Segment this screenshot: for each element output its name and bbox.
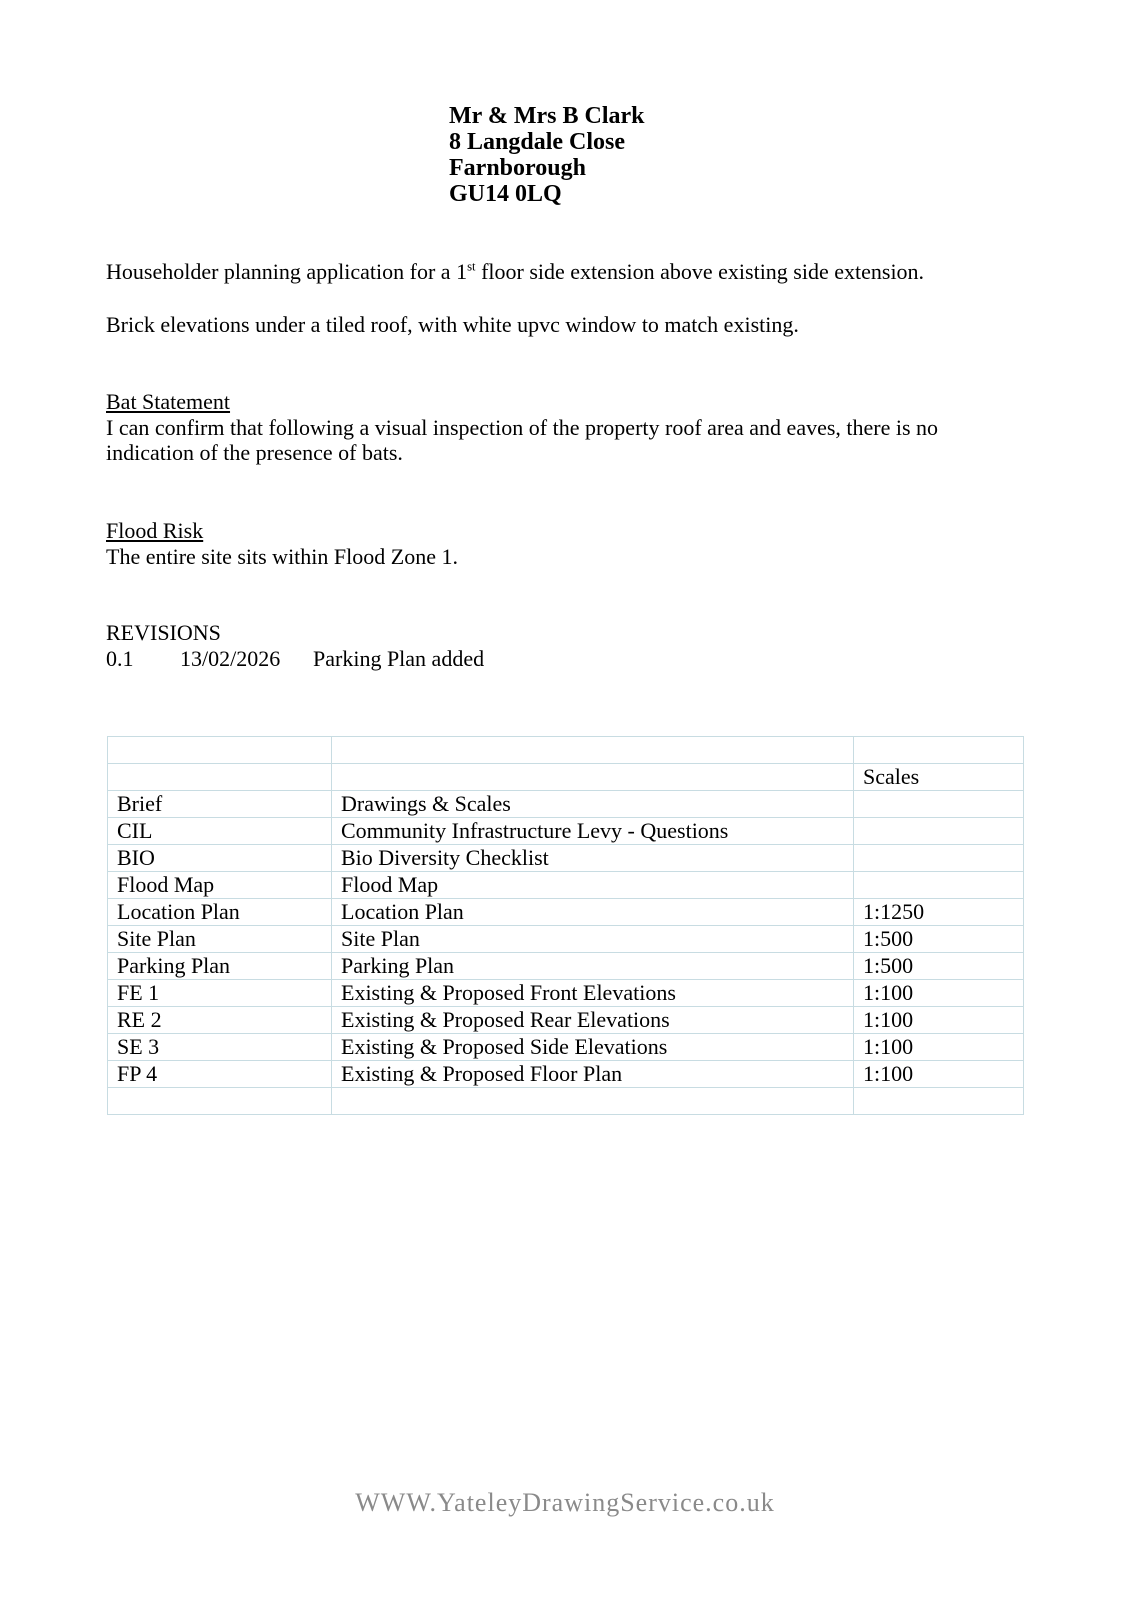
drawing-schedule bbox=[107, 736, 1024, 1115]
empty-cell bbox=[108, 1088, 332, 1115]
cell-scale: 1:500 bbox=[854, 926, 1024, 953]
cell-title: Community Infrastructure Levy - Questions bbox=[332, 818, 854, 845]
table-row bbox=[108, 1034, 1024, 1061]
bat-statement-body bbox=[106, 415, 938, 465]
cell-scale bbox=[854, 818, 1024, 845]
cell-ref: FE 1 bbox=[108, 980, 332, 1007]
table-row bbox=[108, 845, 1024, 872]
cell-title: Existing & Proposed Rear Elevations bbox=[332, 1007, 854, 1034]
drawing-table-body bbox=[108, 737, 1024, 1115]
applicant-postcode: GU14 0LQ bbox=[449, 181, 562, 207]
cell-scale bbox=[854, 872, 1024, 899]
revision-note: Parking Plan added bbox=[313, 646, 485, 671]
empty-cell bbox=[332, 764, 854, 791]
cell-title: Drawings & Scales bbox=[332, 791, 854, 818]
bat-statement-heading: Bat Statement bbox=[106, 389, 231, 414]
ordinal-superscript: st bbox=[467, 259, 476, 274]
cell-title: Existing & Proposed Floor Plan bbox=[332, 1061, 854, 1088]
table-row bbox=[108, 953, 1024, 980]
cell-ref: Site Plan bbox=[108, 926, 332, 953]
table-row bbox=[108, 899, 1024, 926]
scales-header-cell: Scales bbox=[854, 764, 1024, 791]
revision-date: 13/02/2026 bbox=[180, 646, 281, 671]
bat-statement-line-1: I can confirm that following a visual inspection of the property roof area and eaves, there is no bbox=[106, 415, 939, 440]
cell-scale: 1:100 bbox=[854, 1034, 1024, 1061]
cell-scale: 1:1250 bbox=[854, 899, 1024, 926]
cell-ref: CIL bbox=[108, 818, 332, 845]
flood-risk-heading: Flood Risk bbox=[106, 518, 204, 543]
cell-ref: Brief bbox=[108, 791, 332, 818]
empty-cell bbox=[332, 737, 854, 764]
empty-cell bbox=[854, 737, 1024, 764]
applicant-name: Mr & Mrs B Clark bbox=[449, 103, 645, 129]
revisions-heading: REVISIONS bbox=[106, 620, 221, 645]
cell-scale: 1:100 bbox=[854, 1007, 1024, 1034]
bat-statement-line-2: indication of the presence of bats. bbox=[106, 440, 403, 465]
applicant-street: 8 Langdale Close bbox=[449, 129, 626, 155]
cell-title: Flood Map bbox=[332, 872, 854, 899]
flood-risk-body: The entire site sits within Flood Zone 1. bbox=[106, 544, 458, 569]
table-row bbox=[108, 1007, 1024, 1034]
materials-description: Brick elevations under a tiled roof, with white upvc window to match existing. bbox=[106, 312, 799, 337]
drawing-schedule-table bbox=[107, 736, 1024, 1115]
table-row bbox=[108, 980, 1024, 1007]
revision-version: 0.1 bbox=[106, 646, 134, 671]
empty-cell bbox=[332, 1088, 854, 1115]
table-row-empty-top bbox=[108, 737, 1024, 764]
description-text-suffix: floor side extension above existing side extension. bbox=[475, 259, 925, 284]
cell-ref: Parking Plan bbox=[108, 953, 332, 980]
cell-ref: FP 4 bbox=[108, 1061, 332, 1088]
footer-website: WWW.YateleyDrawingService.co.uk bbox=[355, 1488, 775, 1517]
cell-title: Existing & Proposed Front Elevations bbox=[332, 980, 854, 1007]
applicant-address-block bbox=[449, 103, 645, 207]
table-header-row bbox=[108, 764, 1024, 791]
description-text-prefix: Householder planning application for a 1 bbox=[106, 259, 468, 284]
application-description bbox=[106, 259, 924, 284]
cell-title: Parking Plan bbox=[332, 953, 854, 980]
cell-ref: SE 3 bbox=[108, 1034, 332, 1061]
cell-scale: 1:100 bbox=[854, 980, 1024, 1007]
cell-ref: Location Plan bbox=[108, 899, 332, 926]
cell-ref: Flood Map bbox=[108, 872, 332, 899]
empty-cell bbox=[108, 764, 332, 791]
applicant-town: Farnborough bbox=[449, 155, 586, 181]
cell-ref: RE 2 bbox=[108, 1007, 332, 1034]
table-row-empty-bottom bbox=[108, 1088, 1024, 1115]
empty-cell bbox=[854, 1088, 1024, 1115]
cell-title: Bio Diversity Checklist bbox=[332, 845, 854, 872]
cell-title: Existing & Proposed Side Elevations bbox=[332, 1034, 854, 1061]
cell-scale bbox=[854, 791, 1024, 818]
empty-cell bbox=[108, 737, 332, 764]
cell-scale: 1:500 bbox=[854, 953, 1024, 980]
revision-entry bbox=[106, 646, 484, 671]
table-row bbox=[108, 791, 1024, 818]
cell-scale: 1:100 bbox=[854, 1061, 1024, 1088]
cell-ref: BIO bbox=[108, 845, 332, 872]
table-row bbox=[108, 818, 1024, 845]
table-row bbox=[108, 872, 1024, 899]
cell-scale bbox=[854, 845, 1024, 872]
cell-title: Location Plan bbox=[332, 899, 854, 926]
cell-title: Site Plan bbox=[332, 926, 854, 953]
table-row bbox=[108, 1061, 1024, 1088]
table-row bbox=[108, 926, 1024, 953]
